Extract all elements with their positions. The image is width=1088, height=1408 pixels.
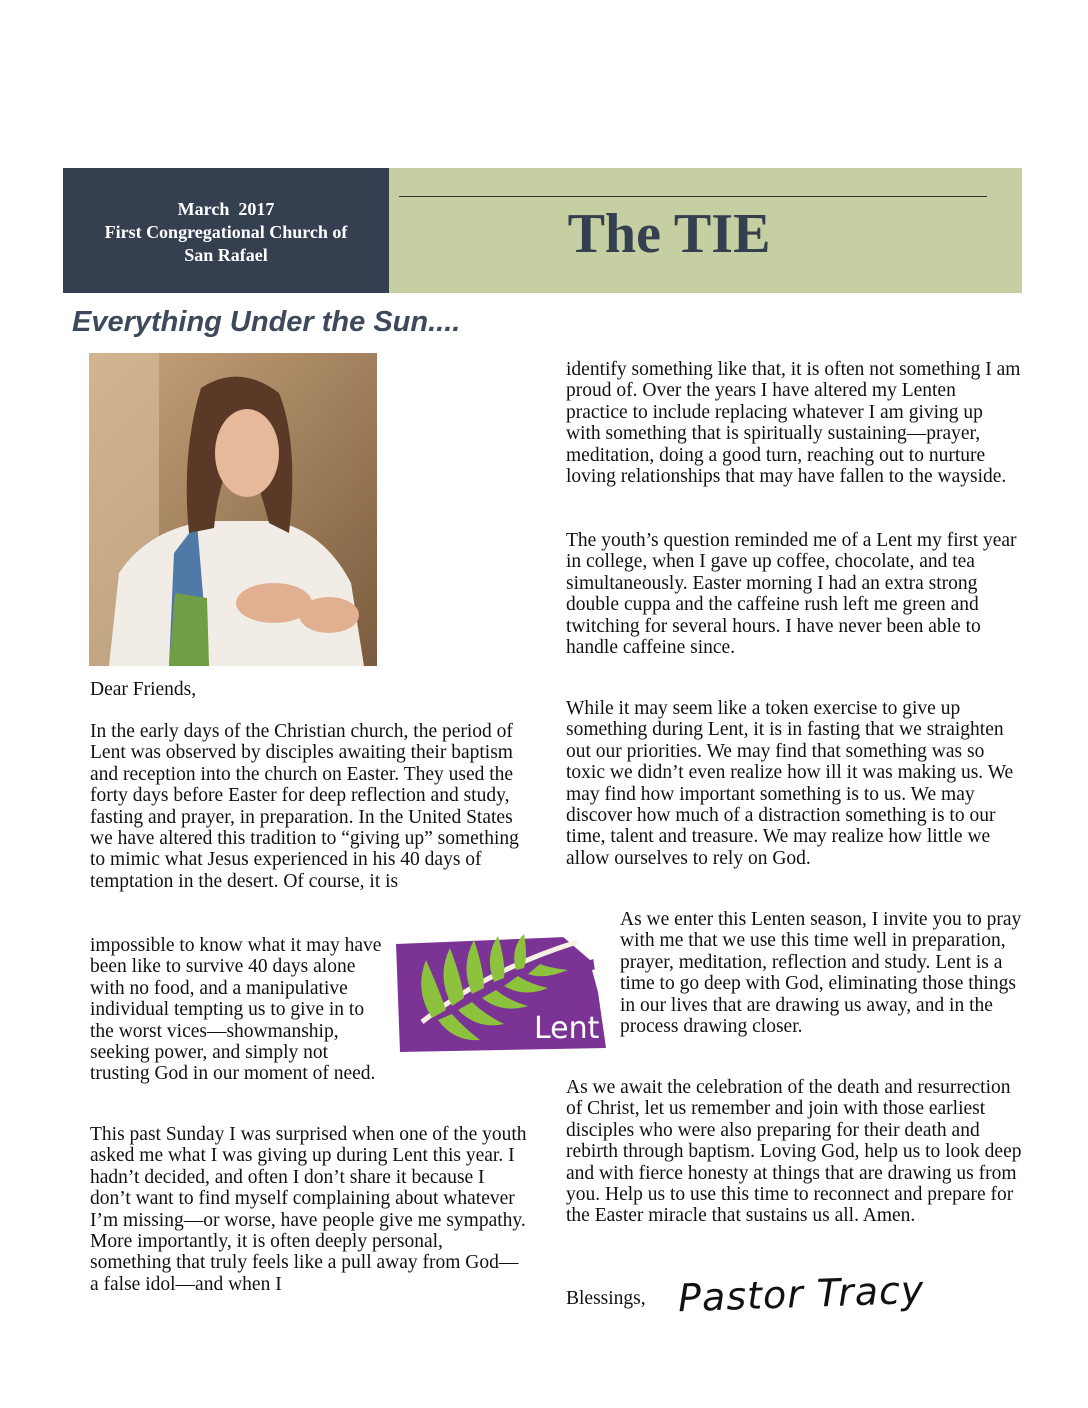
article-headline: Everything Under the Sun....	[72, 306, 461, 338]
signature: Pastor Tracy	[677, 1267, 926, 1321]
lent-label: Lent	[534, 1011, 600, 1046]
issue-date: March 2017	[177, 199, 275, 219]
paragraph-4: The youth’s question reminded me of a Lent my first year in college, when I gave up coffee, chocolate, and tea simultaneously. Easter morning I had an extra strong double cuppa and the caffeine rush left me green and twitching for several hours. I have never been able to handle caffeine since.	[566, 530, 1017, 659]
lent-graphic	[392, 930, 610, 1054]
masthead-title-panel	[389, 168, 1022, 293]
paragraph-6: As we enter this Lenten season, I invite you to pray with me that we use this time well in preparation, prayer, meditation, reflection and study. Lent is a time to go deep with God, eliminating those things in our lives that are drawing us away, and in the process drawing closer.	[620, 909, 1022, 1038]
church-name-line1: First Congregational Church of	[104, 222, 348, 242]
paragraph-7: As we await the celebration of the death and resurrection of Christ, let us remember and join with those earliest disciples who were also preparing for their death and rebirth through baptism. Loving God, help us to look deep and with fierce honesty at things that are drawing us from you. Help us to use this time to reconnect and prepare for the Easter miracle that sustains us all. Amen.	[566, 1077, 1022, 1227]
closing: Blessings,	[566, 1288, 646, 1309]
salutation: Dear Friends,	[90, 679, 197, 700]
newsletter-title: The TIE	[567, 203, 771, 265]
paragraph-1-wrap: impossible to know what it may have been like to survive 40 days alone with no food, and a manipulative individual tempting us to give in to the worst vices—showmanship, seeking power, and simply not trusting God in our moment of need.	[90, 935, 382, 1085]
paragraph-1: In the early days of the Christian church, the period of Lent was observed by disciples awaiting their baptism and reception into the church on Easter. They used the forty days before Easter for deep reflection and study, fasting and prayer, in preparation. In the United States we have altered this tradition to “giving up” something to mimic what Jesus experienced in his 40 days of temptation in the desert. Of course, it is	[90, 721, 519, 892]
title-rule	[399, 196, 987, 197]
pastor-photo	[89, 353, 377, 666]
paragraph-2: This past Sunday I was surprised when one of the youth asked me what I was giving up during Lent this year. I hadn’t decided, and often I don’t share it because I don’t want to find myself complaining about whatever I’m missing—or worse, have people give me sympathy. More importantly, it is often deeply personal, something that truly feels like a pull away from God—a false idol—and when I	[90, 1124, 527, 1295]
masthead-info	[63, 168, 389, 293]
church-name-line2: San Rafael	[184, 245, 268, 265]
paragraph-5: While it may seem like a token exercise to give up something during Lent, it is in fasting that we straighten out our priorities. We may find that something was so toxic we didn’t even realize how ill it was making us. We may find how important something is to us. We may discover how much of a distraction something is to our time, talent and treasure. We may realize how little we allow ourselves to rely on God.	[566, 698, 1014, 869]
paragraph-3: identify something like that, it is often not something I am proud of. Over the years I have altered my Lenten practice to include replacing whatever I am giving up with something that is spiritually sustaining—prayer, meditation, doing a good turn, reaching out to nurture loving relationships that may have fallen to the wayside.	[566, 359, 1021, 488]
